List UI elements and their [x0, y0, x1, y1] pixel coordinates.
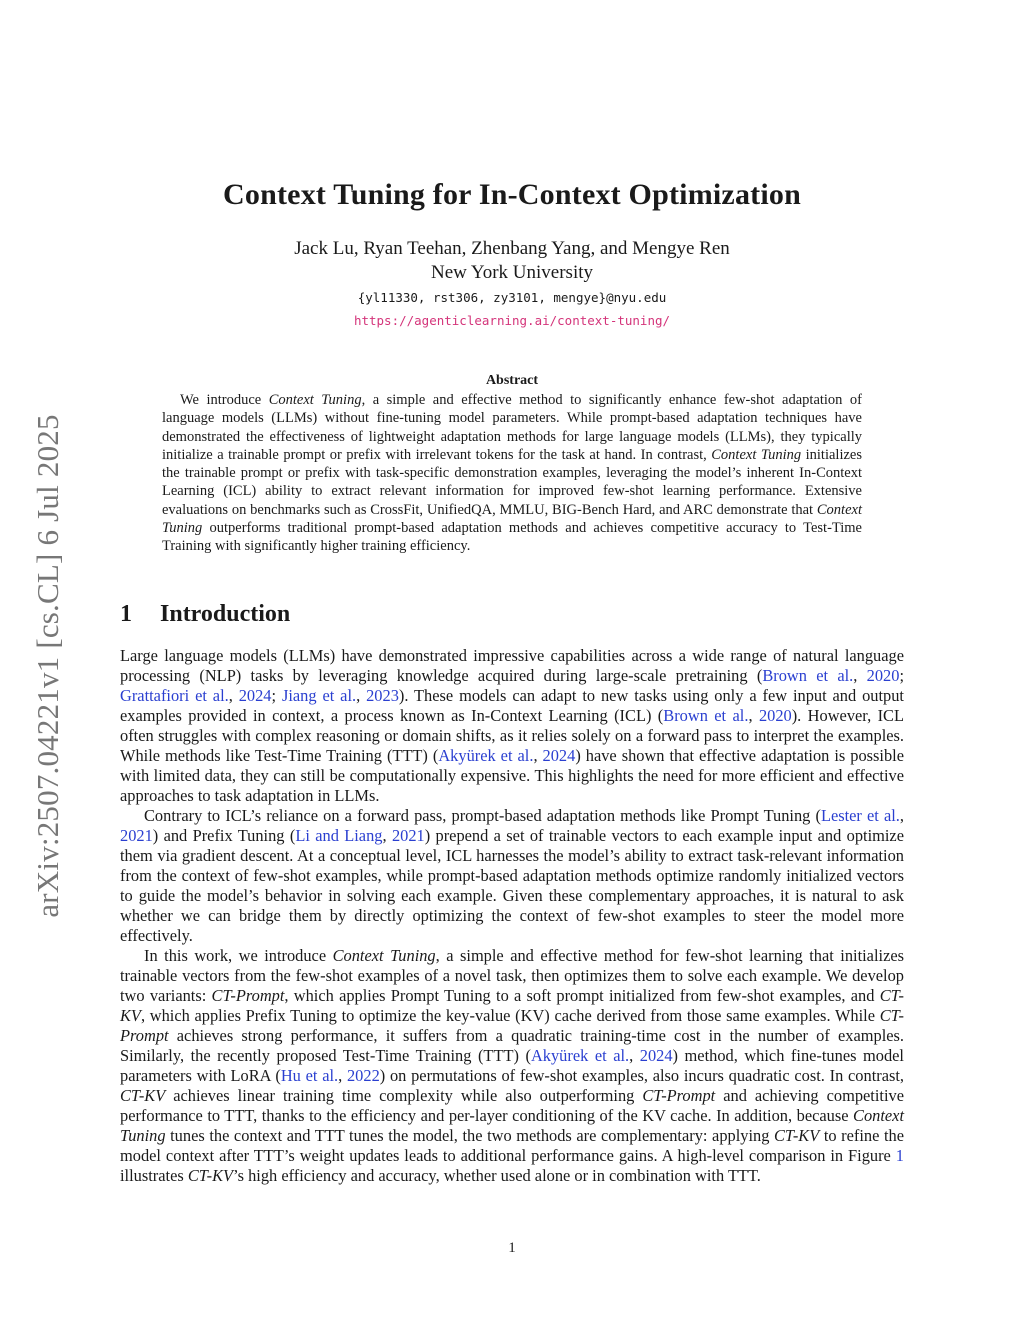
citation-link[interactable]: 2023 — [366, 686, 399, 705]
citation-link[interactable]: Brown et al. — [762, 666, 854, 685]
citation-link[interactable]: 2021 — [120, 826, 153, 845]
citation-link[interactable]: Li and Liang — [295, 826, 383, 845]
citation-link[interactable]: 2024 — [542, 746, 576, 765]
section-heading — [120, 601, 290, 628]
citation-link[interactable]: Akyürek et al. — [438, 746, 534, 765]
project-url-link[interactable]: https://agenticlearning.ai/context-tuning/ — [353, 313, 671, 328]
introduction-body — [120, 646, 904, 1186]
citation-link[interactable]: Akyürek et al. — [530, 1046, 630, 1065]
citation-link[interactable]: Jiang et al. — [281, 686, 357, 705]
author-list: Jack Lu, Ryan Teehan, Zhenbang Yang, and Mengye Ren — [294, 238, 730, 259]
section-title: Introduction — [160, 601, 291, 627]
paragraph-2: Contrary to ICL’s reliance on a forward pass, prompt-based adaptation methods like Prompt Tuning (Lester et al., 2021) and Prefix Tuning (Li and Liang, 2021) prepend a set of trainable vectors to each example input and optimize them via gradient descent. At a conceptual level, ICL harnesses the model’s ability to extract task-relevant information from the context of few-shot examples, while prompt-based adaptation methods optimize randomly initialized vectors to guide the model’s behavior in solving each example. Given these complementary approaches, it is natural to ask whether we can bridge them by directly optimizing the context of few-shot examples to steer the model more effectively. — [120, 806, 904, 945]
citation-link[interactable]: 2020 — [758, 706, 792, 725]
citation-link[interactable]: Hu et al. — [280, 1066, 339, 1085]
paragraph-3: In this work, we introduce Context Tuning, a simple and effective method for few-shot learning that initializes trainable vectors from the few-shot examples of a novel task, then optimizes them to solve each example. We develop two variants: CT-Prompt, which applies Prompt Tuning to a soft prompt initialized from few-shot examples, and CT-KV, which applies Prefix Tuning to optimize the key-value (KV) cache derived from those same examples. While CT-Prompt achieves strong performance, it suffers from a quadratic training-time cost in the number of examples. Similarly, the recently proposed Test-Time Training (TTT) (Akyürek et al., 2024) method, which fine-tunes model parameters with LoRA (Hu et al., 2022) on permutations of few-shot examples, also incurs quadratic cost. In contrast, CT-KV achieves linear training time complexity while also outperforming CT-Prompt and achieving competitive performance to TTT, thanks to the efficiency and per-layer conditioning of the KV cache. In addition, because Context Tuning tunes the context and TTT tunes the model, the two methods are complementary: applying CT-KV to refine the model context after TTT’s weight updates leads to additional performance gains. A high-level comparison in Figure 1 illustrates CT-KV’s high efficiency and accuracy, whether used alone or in combination with TTT. — [120, 946, 905, 1185]
citation-link[interactable]: 2024 — [639, 1046, 673, 1065]
arxiv-sidebar-stamp — [26, 388, 70, 944]
author-emails: {yl11330, rst306, zy3101, mengye}@nyu.edu — [357, 290, 667, 305]
citation-link[interactable]: Lester et al. — [820, 806, 900, 825]
arxiv-id: arXiv:2507.04221v1 [cs.CL] 6 Jul 2025 — [30, 414, 65, 918]
citation-link[interactable]: Grattafiori et al. — [120, 686, 229, 705]
abstract-text: We introduce Context Tuning, a simple and effective method to significantly enhance few-shot adaptation of language models (LLMs) without fine-tuning model parameters. While prompt-based adaptation techniques have demonstrated the effectiveness of lightweight adaptation methods for large language models (LLMs), they typically initialize a trainable prompt or prefix with irrelevant tokens for the task at hand. In contrast, Context Tuning initializes the trainable prompt or prefix with task-specific demonstration examples, leveraging the model’s inherent In-Context Learning (ICL) ability to extract relevant information for improved few-shot learning performance. Extensive evaluations on benchmarks such as CrossFit, UnifiedQA, MMLU, BIG-Bench Hard, and ARC demonstrate that Context Tuning outperforms traditional prompt-based adaptation methods and achieves competitive accuracy to Test-Time Training with significantly higher training efficiency. — [162, 392, 862, 555]
affiliation: New York University — [430, 262, 594, 283]
abstract-heading: Abstract — [485, 373, 539, 388]
figure-reference-link[interactable]: 1 — [895, 1146, 904, 1165]
citation-link[interactable]: 2020 — [866, 666, 900, 685]
page-number: 1 — [508, 1240, 516, 1256]
citation-link[interactable]: Brown et al. — [663, 706, 749, 725]
citation-link[interactable]: 2021 — [391, 826, 425, 845]
section-number: 1 — [120, 601, 132, 627]
citation-link[interactable]: 2024 — [238, 686, 272, 705]
paper-title: Context Tuning for In-Context Optimization — [223, 178, 801, 211]
citation-link[interactable]: 2022 — [346, 1066, 380, 1085]
paragraph-1: Large language models (LLMs) have demonstrated impressive capabilities across a wide range of natural language processing (NLP) tasks by leveraging knowledge acquired during large-scale pretraining (Brown et al., 2020; Grattafiori et al., 2024; Jiang et al., 2023). These models can adapt to new tasks using only a few input and output examples provided in context, a process known as In-Context Learning (ICL) (Brown et al., 2020). However, ICL often struggles with complex reasoning or domain shifts, as it relies solely on a forward pass to interpret the examples. While methods like Test-Time Training (TTT) (Akyürek et al., 2024) have shown that effective adaptation is possible with limited data, they can still be computationally expensive. This highlights the need for more efficient and effective approaches to task adaptation in LLMs. — [120, 646, 904, 805]
